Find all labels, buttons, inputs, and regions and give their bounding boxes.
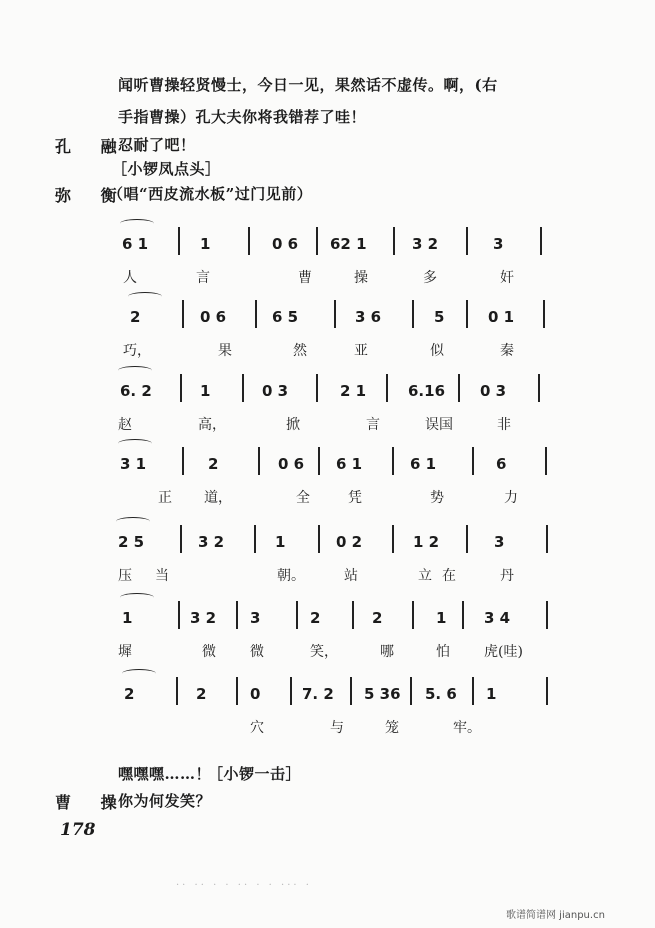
- note-cell: 3: [494, 533, 505, 551]
- note-cell: 1 2: [413, 533, 440, 551]
- note-cell: 0 3: [480, 382, 507, 400]
- note-cell: 5 36: [364, 685, 401, 703]
- note-cell: 0 6: [272, 235, 299, 253]
- bar-line: [458, 374, 460, 402]
- bar-line: [178, 601, 180, 629]
- bar-line: [318, 525, 320, 553]
- note-cell: 7. 2: [302, 685, 334, 703]
- prose-line-2: 手指曹操）孔大夫你将我错荐了哇！: [118, 108, 367, 126]
- bar-line: [545, 447, 547, 475]
- bar-line: [334, 300, 336, 328]
- lyric-char: 墀: [118, 644, 132, 660]
- note-cell: 0 6: [278, 455, 305, 473]
- slur-mark: [116, 517, 150, 526]
- bar-line: [466, 227, 468, 255]
- bar-line: [546, 525, 548, 553]
- lyric-char: 赵: [118, 417, 132, 433]
- lyric-char: 与: [330, 720, 344, 736]
- lyric-char: 力: [504, 490, 518, 506]
- note-cell: 6.16: [408, 382, 446, 400]
- bar-line: [180, 374, 182, 402]
- lyric-char: 误国: [425, 417, 453, 433]
- note-cell: 6 1: [122, 235, 149, 253]
- lyric-char: 全: [296, 490, 310, 506]
- lyric-char: 哪: [380, 644, 394, 660]
- lyric-char: 笑，: [310, 644, 338, 660]
- prose-line-1: 闻听曹操轻贤慢士，今日一见，果然话不虚传。啊，(右: [118, 76, 498, 94]
- note-cell: 2: [130, 308, 141, 326]
- bar-line: [462, 601, 464, 629]
- slur-mark: [128, 292, 162, 301]
- note-cell: 1: [122, 609, 133, 627]
- note-cell: 1: [275, 533, 286, 551]
- mi-heng-line: （唱“西皮流水板”过门见前）: [108, 185, 313, 203]
- bar-line: [350, 677, 352, 705]
- note-cell: 5. 6: [425, 685, 457, 703]
- watermark: 歌谱简谱网 jianpu.cn: [506, 910, 605, 921]
- note-cell: 3 1: [120, 455, 147, 473]
- lyric-char: 似: [430, 343, 444, 359]
- lyric-char: 怕: [436, 644, 450, 660]
- bar-line: [352, 601, 354, 629]
- lyric-char: 言: [196, 270, 210, 286]
- slur-mark: [120, 593, 154, 602]
- speaker-cao-cao: 曹 操: [55, 793, 129, 812]
- speaker-mi-heng: 弥 衡: [55, 186, 129, 205]
- bar-line: [412, 300, 414, 328]
- note-cell: 1: [200, 382, 211, 400]
- note-cell: 1: [486, 685, 497, 703]
- bar-line: [472, 677, 474, 705]
- lyric-char: 非: [497, 417, 511, 433]
- stage-cue-gong-1: ［小锣凤点头］: [112, 160, 221, 178]
- lyric-char: 言: [366, 417, 380, 433]
- lyric-char: 丹: [500, 568, 514, 584]
- lyric-char: 掀: [286, 417, 300, 433]
- lyric-char: 立: [418, 568, 432, 584]
- bar-line: [254, 525, 256, 553]
- kong-rong-line: 忍耐了吧！: [118, 136, 196, 154]
- bar-line: [248, 227, 250, 255]
- note-cell: 0 1: [488, 308, 515, 326]
- note-cell: 6 5: [272, 308, 299, 326]
- bar-line: [290, 677, 292, 705]
- bar-line: [412, 601, 414, 629]
- note-cell: 0 6: [200, 308, 227, 326]
- note-cell: 62 1: [330, 235, 367, 253]
- lyric-char: 牢。: [453, 720, 481, 736]
- bar-line: [242, 374, 244, 402]
- note-cell: 6. 2: [120, 382, 152, 400]
- lyric-char: 高，: [198, 417, 226, 433]
- bar-line: [316, 227, 318, 255]
- faint-scan-marks: ·· ·· · · ·· · · ··· ·: [176, 880, 312, 891]
- note-cell: 2: [208, 455, 219, 473]
- lyric-char: 当: [155, 568, 169, 584]
- note-cell: 0: [250, 685, 261, 703]
- note-cell: 0 3: [262, 382, 289, 400]
- bar-line: [236, 677, 238, 705]
- slur-mark: [120, 219, 154, 228]
- bar-line: [540, 227, 542, 255]
- bar-line: [316, 374, 318, 402]
- lyric-char: 奸: [500, 270, 514, 286]
- bar-line: [386, 374, 388, 402]
- lyric-char: 压: [118, 568, 132, 584]
- bar-line: [296, 601, 298, 629]
- lyric-char: 穴: [250, 720, 264, 736]
- bar-line: [182, 447, 184, 475]
- bar-line: [176, 677, 178, 705]
- page-number: 178: [60, 820, 96, 840]
- lyric-char: 道，: [204, 490, 232, 506]
- bar-line: [472, 447, 474, 475]
- bar-line: [546, 601, 548, 629]
- note-cell: 6 1: [336, 455, 363, 473]
- lyric-char: 微: [250, 644, 264, 660]
- lyric-char: 微: [202, 644, 216, 660]
- note-cell: 0 2: [336, 533, 363, 551]
- lyric-char: 凭: [348, 490, 362, 506]
- lyric-char: 曹: [298, 270, 312, 286]
- bar-line: [258, 447, 260, 475]
- lyric-char: 笼: [385, 720, 399, 736]
- lyric-char: 势: [430, 490, 444, 506]
- slur-mark: [118, 366, 152, 375]
- lyric-char: 人: [123, 270, 137, 286]
- speaker-kong-rong: 孔 融: [55, 137, 129, 156]
- note-cell: 3: [493, 235, 504, 253]
- lyric-char: 果: [218, 343, 232, 359]
- bar-line: [466, 525, 468, 553]
- note-cell: 3 2: [190, 609, 217, 627]
- note-cell: 2 1: [340, 382, 367, 400]
- slur-mark: [122, 669, 156, 678]
- lyric-char: 站: [344, 568, 358, 584]
- lyric-char: 操: [354, 270, 368, 286]
- note-cell: 6 1: [410, 455, 437, 473]
- lyric-char: 正: [158, 490, 172, 506]
- lyric-char: 朝。: [277, 568, 305, 584]
- note-cell: 3 2: [412, 235, 439, 253]
- note-cell: 1: [436, 609, 447, 627]
- note-cell: 3: [250, 609, 261, 627]
- note-cell: 3 2: [198, 533, 225, 551]
- note-cell: 2 5: [118, 533, 145, 551]
- note-cell: 2: [196, 685, 207, 703]
- lyric-char: 秦: [500, 343, 514, 359]
- note-cell: 1: [200, 235, 211, 253]
- bar-line: [180, 525, 182, 553]
- bar-line: [236, 601, 238, 629]
- bar-line: [538, 374, 540, 402]
- note-cell: 2: [124, 685, 135, 703]
- stage-cue-gong-2: ［小锣一击］: [208, 765, 302, 783]
- bar-line: [466, 300, 468, 328]
- bar-line: [178, 227, 180, 255]
- bar-line: [255, 300, 257, 328]
- bar-line: [182, 300, 184, 328]
- bar-line: [546, 677, 548, 705]
- bar-line: [393, 227, 395, 255]
- note-cell: 3 4: [484, 609, 511, 627]
- lyric-char: 虎(哇): [484, 644, 523, 660]
- slur-mark: [118, 439, 152, 448]
- lyric-char: 亚: [354, 343, 368, 359]
- bar-line: [318, 447, 320, 475]
- bar-line: [410, 677, 412, 705]
- note-cell: 2: [310, 609, 321, 627]
- cao-cao-line: 你为何发笑？: [118, 792, 212, 810]
- bar-line: [392, 447, 394, 475]
- lyric-char: 在: [442, 568, 456, 584]
- note-cell: 5: [434, 308, 445, 326]
- lyric-char: 巧，: [123, 343, 151, 359]
- note-cell: 2: [372, 609, 383, 627]
- note-cell: 6: [496, 455, 507, 473]
- lyric-char: 多: [423, 270, 437, 286]
- lyric-char: 然: [293, 343, 307, 359]
- note-cell: 3 6: [355, 308, 382, 326]
- laugh-line: 嘿嘿嘿……！: [118, 765, 212, 783]
- bar-line: [543, 300, 545, 328]
- bar-line: [392, 525, 394, 553]
